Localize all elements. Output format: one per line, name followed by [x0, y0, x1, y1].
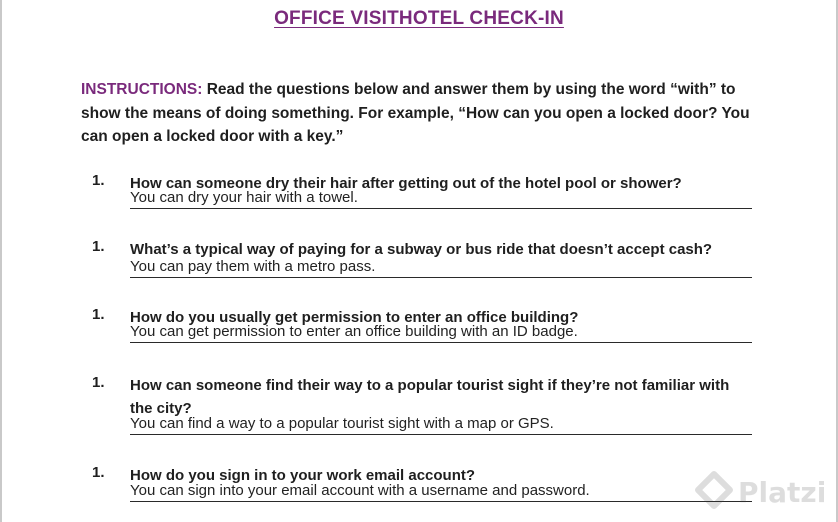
- platzi-logo-icon: [694, 470, 734, 514]
- platzi-watermark: [694, 470, 834, 514]
- question-text: How can someone dry their hair after getting out of the hotel pool or shower?: [130, 175, 682, 192]
- question-number: 1.: [92, 464, 105, 481]
- answer-field[interactable]: You can find a way to a popular tourist sight with a map or GPS.: [130, 415, 752, 435]
- instructions-text: Read the questions below and answer them by using the word “with” to show the means of doing something. For example, “How can you open a locked door? You can open a locked door with a key.”: [81, 81, 750, 145]
- answer-field[interactable]: You can dry your hair with a towel.: [130, 189, 752, 209]
- answer-field[interactable]: You can get permission to enter an office building with an ID badge.: [130, 323, 752, 343]
- question-number: 1.: [92, 238, 105, 255]
- page-edge-left: [0, 0, 2, 522]
- question-text: What’s a typical way of paying for a subway or bus ride that doesn’t accept cash?: [130, 241, 713, 258]
- question-text: How can someone find their way to a popular tourist sight if they’re not familiar with the city?: [130, 377, 730, 417]
- answer-field[interactable]: You can pay them with a metro pass.: [130, 258, 752, 278]
- question-number: 1.: [92, 172, 105, 189]
- watermark-text: Platzi: [738, 476, 827, 509]
- question-text: How do you sign in to your work email account?: [130, 467, 476, 484]
- question-number: 1.: [92, 374, 105, 391]
- question-number: 1.: [92, 306, 105, 323]
- question-text: How do you usually get permission to enter an office building?: [130, 309, 579, 326]
- instructions-label: INSTRUCTIONS:: [81, 81, 203, 98]
- instructions: [81, 78, 771, 149]
- answer-field[interactable]: You can sign into your email account with a username and password.: [130, 482, 752, 502]
- page-title: OFFICE VISITHOTEL CHECK-IN: [274, 8, 564, 29]
